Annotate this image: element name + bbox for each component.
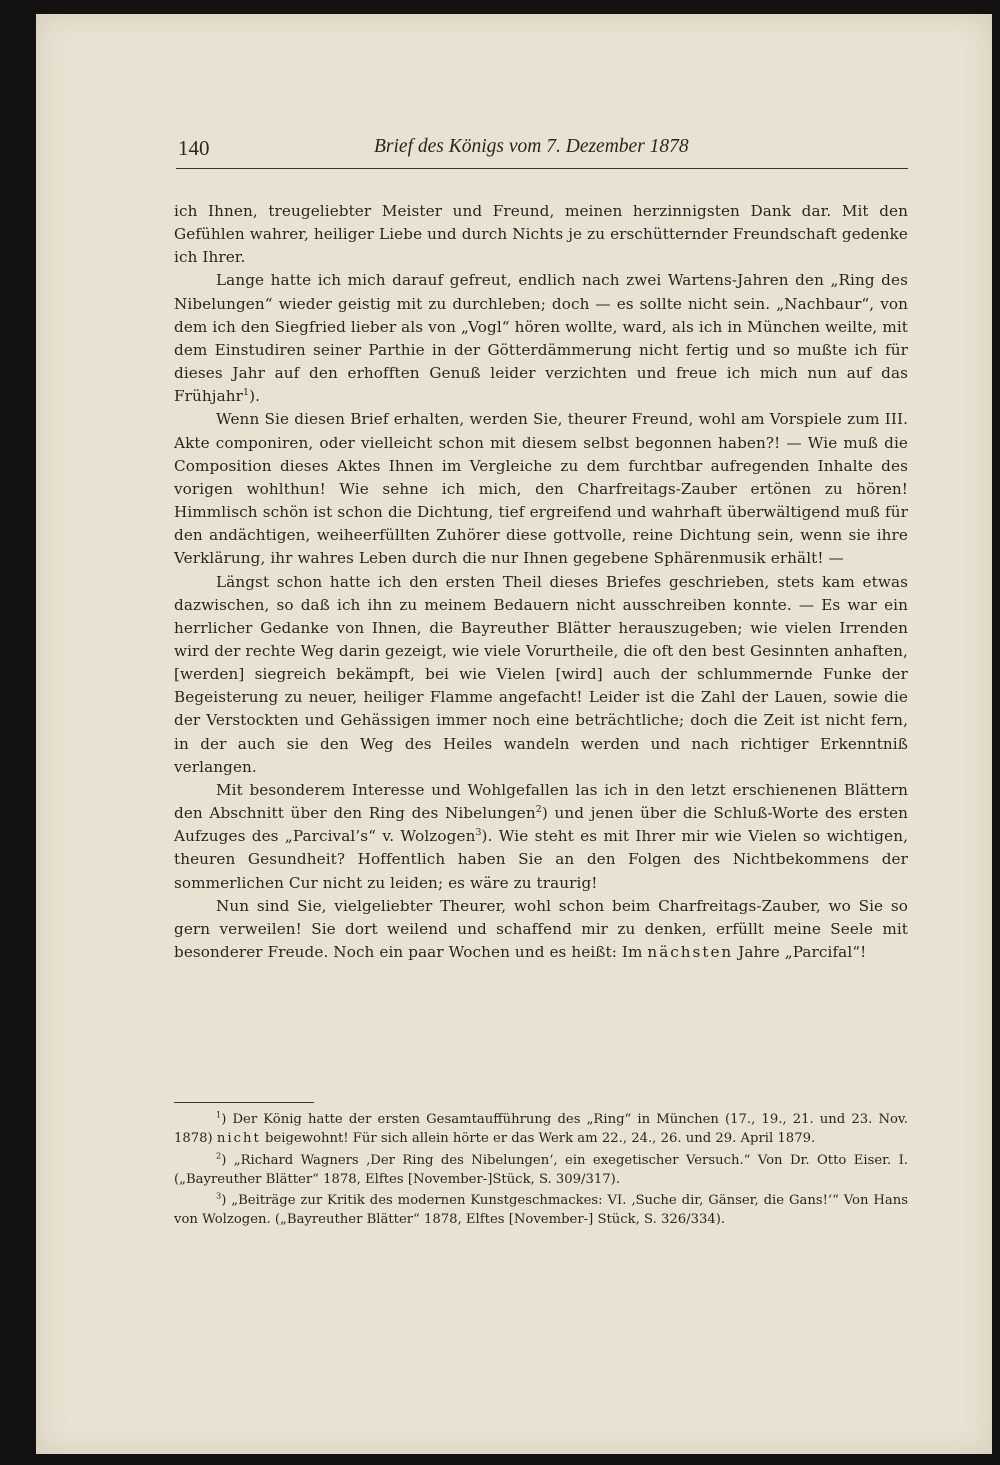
paragraph-6 — [174, 895, 908, 964]
footnote-1-mark: 1 — [216, 1109, 222, 1120]
paragraph-5-part-c: ). Wie steht es mit Ihrer mir wie Vielen so wichtigen, theuren Gesundheit? Hoffentlich haben Sie an den Folgen des Nichtbekommens der sommerlichen Cur nicht zu leiden; es wäre zu traurig! — [174, 827, 909, 892]
footnote-1-spaced: nicht — [216, 1131, 261, 1147]
footnote-ref-3: 3 — [475, 827, 482, 839]
footnote-1-text-a: ) Der König hatte der ersten Gesamtaufführung des „Ring“ in München (17., 19., 21. und 23. Nov. 1878) — [174, 1112, 908, 1147]
footnote-3-text: ) „Beiträge zur Kritik des modernen Kunstgeschmackes: VI. ‚Suche dir, Gänser, die Gans!‘“ Von Hans von Wolzogen. („Bayreuther Blätter“ 1878, Elftes [November-] Stück, S. 326/334). — [174, 1193, 908, 1228]
paragraph-5 — [174, 779, 908, 895]
paragraph-2 — [174, 269, 908, 408]
paragraph-1: ich Ihnen, treugeliebter Meister und Freund, meinen herzinnigsten Dank dar. Mit den Gefühlen wahrer, heiliger Liebe und durch Nichts je zu erschütternder Freundschaft gedenke ich Ihrer. — [174, 202, 908, 267]
book-page — [36, 14, 992, 1454]
footnote-2-text: ) „Richard Wagners ‚Der Ring des Nibelungen‘, ein exegetischer Versuch.“ Von Dr. Otto Eiser. I. („Bayreuther Blätter“ 1878, Elftes [November-]Stück, S. 309/317). — [174, 1152, 908, 1187]
paragraph-4: Längst schon hatte ich den ersten Theil dieses Briefes geschrieben, stets kam etwas dazwischen, so daß ich ihn zu meinem Bedauern nicht ausschreiben konnte. — Es war ein herrlicher Gedanke von Ihnen, die Bayreuther Blätter herauszugeben; wie vielen Irrenden wird der rechte Weg darin gezeigt, wie viele Vorurtheile, die oft den best Gesinnten anhaften, [werden] siegreich bekämpft, bei wie Vielen [wird] auch der schlummernde Funke der Begeisterung zu neuer, heiliger Flamme angefacht! Leider ist die Zahl der Lauen, sowie die der Verstockten und Gehässigen immer noch eine beträchtliche; doch die Zeit ist nicht fern, in der auch sie den Weg des Heiles wandeln werden und nach richtiger Erkenntniß verlangen. — [174, 572, 908, 776]
paragraph-2-end: ). — [249, 387, 261, 406]
paragraph-6-part-a: Nun sind Sie, vielgeliebter Theurer, wohl schon beim Charfreitags-Zauber, wo Sie so gern verweilen! Sie dort weilend und schaffend mir zu denken, erfüllt meine Seele mit besonderer Freude. Noch ein paar Wochen und es heißt: Im — [174, 896, 908, 961]
footnote-3 — [174, 1191, 908, 1230]
paragraph-5-part-b: ) und jenen über die Schluß-Worte des ersten Aufzuges des „Parcival’s“ v. Wolzogen — [174, 804, 908, 846]
footnote-ref-1: 1 — [242, 387, 250, 399]
running-title: Brief des Königs vom 7. Dezember 1878 — [374, 136, 689, 157]
letter-body — [174, 200, 908, 964]
footnote-1-text-b: beigewohnt! Für sich allein hörte er das Werk am 22., 24., 26. und 29. April 1879. — [265, 1131, 816, 1147]
paragraph-6-part-b: Jahre „Parcifal“! — [738, 943, 867, 961]
footnote-1 — [174, 1110, 908, 1149]
footnote-ref-2: 2 — [535, 804, 542, 815]
footnote-2-mark: 2 — [216, 1150, 222, 1161]
footnote-3-mark: 3 — [216, 1190, 222, 1201]
spaced-word: nächsten — [647, 943, 734, 961]
page-header — [176, 132, 908, 169]
footnote-2 — [174, 1151, 908, 1190]
paragraph-3: Wenn Sie diesen Brief erhalten, werden Sie, theurer Freund, wohl am Vorspiele zum III. Akte componiren, oder vielleicht schon mit diesem selbst begonnen haben?! — Wie muß die Composition dieses Aktes Ihnen im Vergleiche zu dem furchtbar aufregenden Inhalte des vorigen wohlthun! Wie sehne ich mich, den Charfreitags-Zauber ertönen zu hören! Himmlisch schön ist schon die Dichtung, tief ergreifend und wahrhaft überwältigend muß für den andächtigen, weiheerfüllten Zuhörer diese gottvolle, reine Dichtung sein, wenn sie ihre Verklärung, ihr wahres Leben durch die nur Ihnen gegebene Sphärenmusik erhält! — — [174, 410, 908, 568]
footnotes — [174, 1110, 908, 1232]
paragraph-2-text: Lange hatte ich mich darauf gefreut, endlich nach zwei Wartens-Jahren den „Ring des Nibelungen“ wieder geistig mit zu durchleben; doch — es sollte nicht sein. „Nachbaur“, von dem ich den Siegfried lieber als von „Vogl“ hören wollte, ward, als ich in München weilte, mit dem Einstudiren seiner Parthie in der Götterdämmerung nicht fertig und so mußte ich für dieses Jahr auf den erhofften Genuß leider verzichten und freue ich mich nun auf das Frühjahr — [174, 271, 908, 406]
page-number: 140 — [178, 136, 210, 160]
paragraph-5-part-a: Mit besonderem Interesse und Wohlgefallen las ich in den letzt erschienenen Blättern den Abschnitt über den Ring des Nibelungen — [174, 780, 908, 823]
footnote-divider — [174, 1102, 314, 1103]
